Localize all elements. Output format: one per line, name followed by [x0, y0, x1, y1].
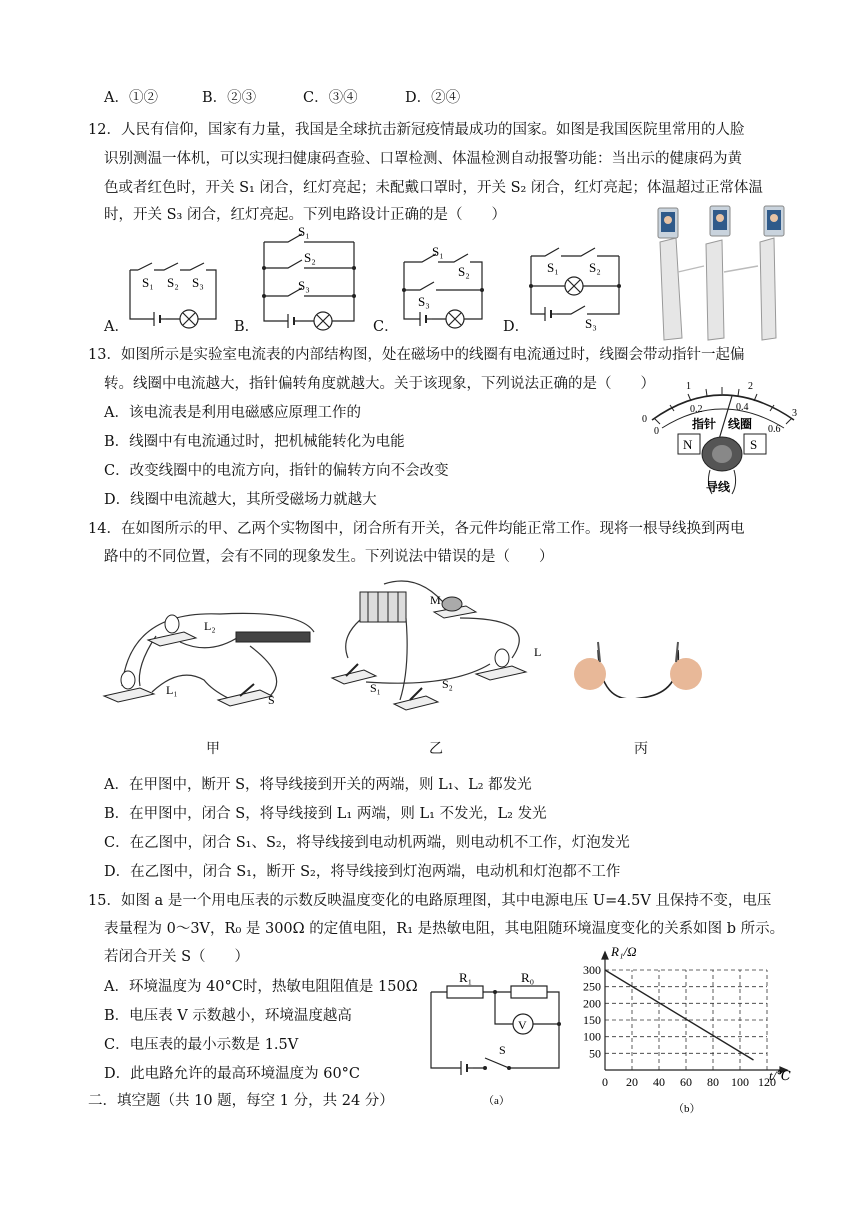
inner-tick-label: 0.2: [690, 404, 703, 415]
q14-option-b: B．在甲图中，闭合 S，将导线接到 L₁ 两端，则 L₁ 不发光，L₂ 发光: [104, 806, 547, 822]
caption-jia: 甲: [206, 741, 220, 757]
resistor-r0-label: R₀: [521, 970, 535, 985]
switch-label: S₃: [192, 275, 204, 290]
q15-circuit-a: [425, 962, 565, 1112]
outer-tick-label: 0: [642, 414, 647, 425]
q11-option-a: A．①②: [104, 90, 158, 106]
switch-s-label: S: [268, 693, 275, 707]
switch-s1-label: S₁: [370, 681, 381, 695]
q14-stem-line: 路中的不同位置，会有不同的现象发生。下列说法中错误的是（ ）: [104, 549, 554, 565]
resistor-r1-label: R₁: [459, 970, 473, 985]
motor-m-label: M: [430, 593, 441, 607]
lamp-l2-label: L₂: [204, 619, 216, 633]
x-tick-label: 120: [758, 1075, 776, 1089]
inner-tick-label: 0.6: [768, 424, 781, 435]
section-2-heading: 二．填空题（共 10 题，每空 1 分，共 24 分）: [88, 1093, 394, 1109]
q12-stem-line: 色或者红色时，开关 S₁ 闭合，红灯亮起；未配戴口罩时，开关 S₂ 闭合，红灯亮起；体温超过正常体温: [104, 180, 763, 196]
coil-label: 线圈: [728, 417, 753, 431]
switch-label: S₁: [547, 260, 559, 275]
switch-label: S₂: [589, 260, 601, 275]
south-pole-label: S: [750, 437, 758, 452]
q11-option-d: D．②④: [405, 90, 461, 106]
q12-circuit-d: [525, 242, 625, 332]
q12-circuit-b: [258, 222, 358, 332]
figure-b-caption: （b）: [673, 1103, 701, 1115]
x-tick-label: 40: [653, 1075, 665, 1089]
switch-label: S₁: [142, 275, 154, 290]
q14-stem-line: 14．在如图所示的甲、乙两个实物图中，闭合所有开关，各元件均能正常工作。现将一根导线换到两电: [88, 521, 745, 537]
q13-option-c: C．改变线圈中的电流方向，指针的偏转方向不会改变: [104, 463, 449, 479]
y-tick-label: 200: [583, 996, 601, 1011]
switch-label: S: [499, 1043, 506, 1057]
q13-option-a: A．该电流表是利用电磁感应原理工作的: [104, 405, 361, 421]
q12-stem-line: 12．人民有信仰，国家有力量，我国是全球抗击新冠疫情最成功的国家。如图是我国医院里常用的人脸: [88, 122, 745, 138]
q12-circuit-a: [124, 255, 224, 330]
ammeter-structure-figure: [640, 372, 805, 497]
x-tick-label: 60: [680, 1075, 692, 1089]
y-axis-label: R₁/Ω: [611, 944, 637, 959]
lamp-l-label: L: [534, 645, 542, 659]
q13-option-b: B．线圈中有电流通过时，把机械能转化为电能: [104, 434, 405, 450]
q12-option-a-label: A．: [104, 319, 129, 335]
inner-tick-label: 0: [654, 426, 659, 437]
q15-graph-b: [573, 942, 798, 1117]
q14-option-d: D．在乙图中，闭合 S₁，断开 S₂，将导线接到灯泡两端，电动机和灯泡都不工作: [104, 864, 621, 880]
switch-label: S₁: [432, 244, 444, 259]
switch-label: S₃: [298, 278, 310, 293]
switch-label: S₃: [418, 294, 430, 309]
outer-tick-label: 1: [686, 381, 691, 392]
q13-option-d: D．线圈中电流越大，其所受磁场力就越大: [104, 492, 377, 508]
x-tick-label: 80: [707, 1075, 719, 1089]
lamp-l1-label: L₁: [166, 683, 178, 697]
q11-option-c: C．③④: [303, 90, 358, 106]
q15-stem-line: 若闭合开关 S（ ）: [104, 949, 250, 965]
q12-stem-line: 识别测温一体机，可以实现扫健康码查验、口罩检测、体温检测自动报警功能：当出示的健康码为黄: [104, 151, 742, 167]
switch-s2-label: S₂: [442, 677, 453, 691]
x-tick-label: 100: [731, 1075, 749, 1089]
figure-a-caption: （a）: [483, 1095, 510, 1107]
q13-stem-line: 13．如图所示是实验室电流表的内部结构图，处在磁场中的线圈有电流通过时，线圈会带动指针一起偏: [88, 347, 745, 363]
q12-stem-line: 时，开关 S₃ 闭合，红灯亮起。下列电路设计正确的是（ ）: [104, 207, 506, 223]
face-recognition-gate-image: [652, 202, 787, 342]
q12-circuit-c: [398, 240, 488, 330]
switch-label: S₂: [458, 264, 470, 279]
switch-label: S₂: [167, 275, 179, 290]
y-tick-label: 300: [583, 963, 601, 977]
switch-label: S₁: [298, 224, 310, 239]
x-axis-label: t/℃: [769, 1068, 791, 1083]
q15-stem-line: 15．如图 a 是一个用电压表的示数反映温度变化的电路原理图，其中电源电压 U=4.5V 且保持不变，电压: [88, 893, 772, 909]
q13-stem-line: 转。线圈中电流越大，指针偏转角度就越大。关于该现象，下列说法正确的是（ ）: [104, 376, 655, 392]
y-tick-label: 150: [583, 1013, 601, 1027]
outer-tick-label: 2: [748, 381, 753, 392]
y-axis-arrow: [602, 952, 608, 959]
q15-option-c: C．电压表的最小示数是 1.5V: [104, 1037, 299, 1053]
q12-option-c-label: C．: [373, 319, 399, 335]
series-line: [605, 970, 754, 1060]
x-tick-label: 20: [626, 1075, 638, 1089]
switch-label: S₃: [585, 316, 597, 331]
circuit-yi-figure: [330, 578, 555, 723]
q15-option-b: B．电压表 V 示数越小，环境温度越高: [104, 1008, 352, 1024]
y-tick-label: 50: [589, 1046, 601, 1061]
y-tick-label: 250: [583, 979, 601, 994]
caption-yi: 乙: [429, 741, 443, 757]
caption-bing: 丙: [634, 741, 648, 757]
inner-tick-label: 0.4: [736, 402, 749, 413]
wire-label: 导线: [706, 480, 731, 494]
q15-option-a: A．环境温度为 40°C时，热敏电阻阻值是 150Ω: [104, 979, 418, 995]
q15-option-d: D．此电路允许的最高环境温度为 60°C: [104, 1066, 361, 1082]
wire-bing-figure: [570, 636, 710, 698]
x-tick-label: 0: [602, 1075, 608, 1089]
switch-label: S₂: [304, 250, 316, 265]
q12-option-d-label: D．: [503, 319, 530, 335]
voltmeter-label: V: [518, 1018, 527, 1032]
q12-option-b-label: B．: [234, 319, 260, 335]
north-pole-label: N: [683, 437, 693, 452]
q14-option-a: A．在甲图中，断开 S，将导线接到开关的两端，则 L₁、L₂ 都发光: [104, 777, 532, 793]
outer-tick-label: 3: [792, 408, 797, 419]
q15-stem-line: 表量程为 0～3V，R₀ 是 300Ω 的定值电阻，R₁ 是热敏电阻，其电阻随环境温度变化的关系如图 b 所示。: [104, 921, 785, 937]
y-tick-label: 100: [583, 1029, 601, 1044]
pointer-label: 指针: [692, 417, 717, 431]
q11-option-b: B．②③: [202, 90, 257, 106]
circuit-jia-figure: [100, 596, 325, 721]
q14-option-c: C．在乙图中，闭合 S₁、S₂，将导线接到电动机两端，则电动机不工作，灯泡发光: [104, 835, 630, 851]
